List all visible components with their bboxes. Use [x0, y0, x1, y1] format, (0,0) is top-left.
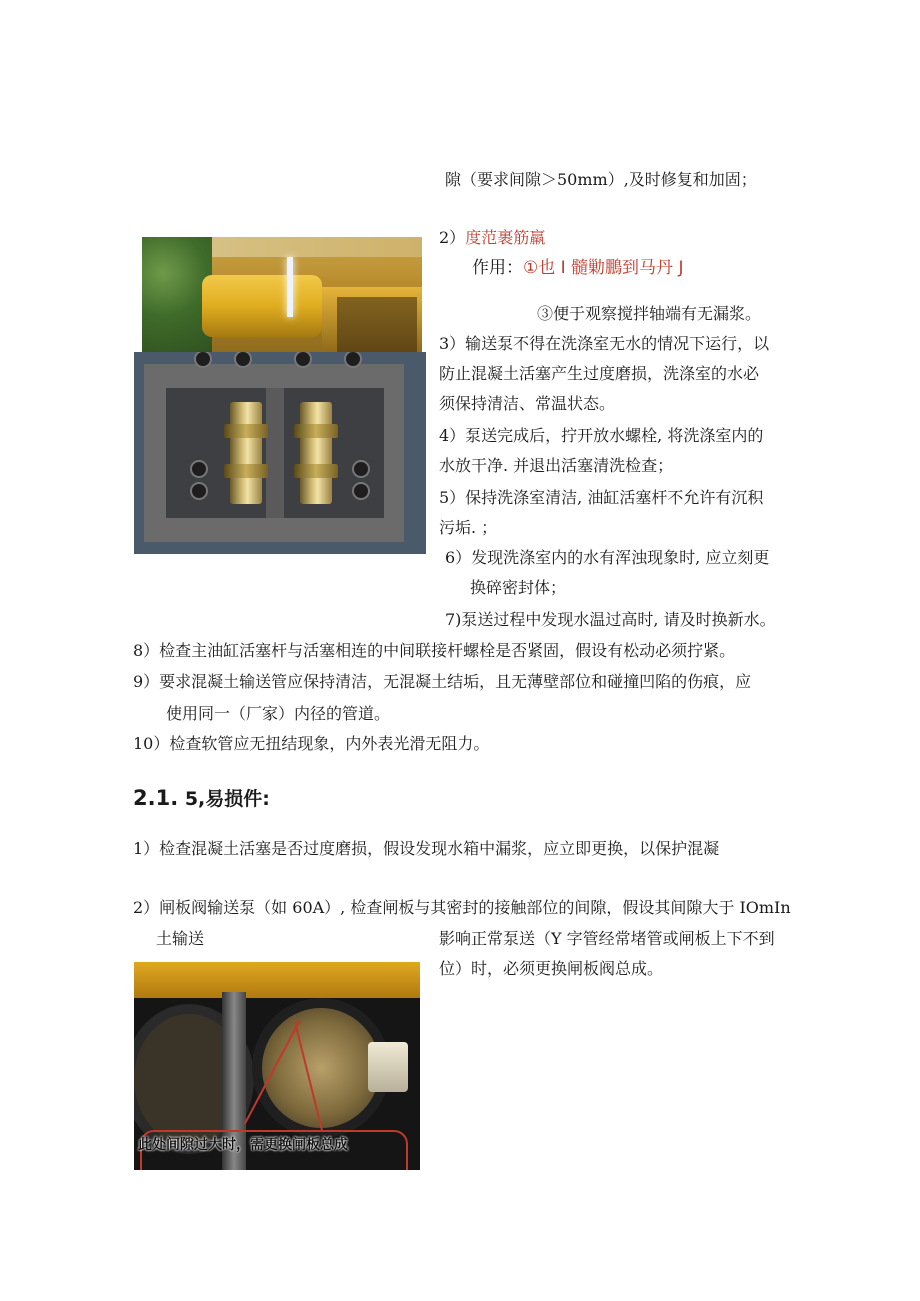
- item-2: [439, 227, 545, 249]
- item-9-line-1: 9）要求混凝土输送管应保持清洁，无混凝土结垢，且无薄壁部位和碰撞凹陷的伤痕，应: [133, 672, 752, 691]
- item-5-line-1: 5）保持洗涤室清洁, 油缸活塞杆不允许有沉积: [439, 488, 764, 507]
- wear-item-2-line-2: 影响正常泵送（Y 字管经常堵管或闸板上下不到: [439, 929, 775, 948]
- item-2-function: [472, 257, 683, 279]
- item-6-line-1: 6）发现洗涤室内的水有浑浊现象时, 应立刻更: [445, 548, 770, 567]
- item-2-title: 度范裹筋羸: [465, 228, 546, 247]
- wash-chamber-photo: [134, 352, 426, 554]
- item-6-line-2: 换碎密封体；: [470, 578, 567, 597]
- wear-item-2-line-3: 位）时，必须更换闸板阀总成。: [439, 959, 664, 978]
- section-heading: [133, 787, 270, 810]
- item-2-label: 2）: [439, 228, 466, 247]
- item-4-line-2: 水放干净. 并退出活塞清洗检查；: [439, 456, 674, 475]
- function-prefix: 作用：: [472, 258, 523, 278]
- section-number: 2.1.: [133, 786, 179, 810]
- wear-item-1: 1）检查混凝土活塞是否过度磨损，假设发现水箱中漏浆，应立即更换，以保护混凝: [133, 839, 720, 858]
- gap-requirement-line: 隙（要求间隙＞50mm）,及时修复和加固；: [445, 170, 757, 189]
- item-5-line-2: 污垢. ；: [439, 518, 498, 537]
- gate-valve-photo: [134, 962, 420, 1170]
- item-3-line-2: 防止混凝土活塞产生过度磨损，洗涤室的水必: [439, 364, 760, 383]
- wear-item-2-left: 土输送: [156, 929, 205, 948]
- function-text: ①也 I 髓勦鵬到马丹 J: [523, 258, 684, 278]
- item-10: 10）检查软管应无扭结现象，内外表光滑无阻力。: [133, 734, 490, 753]
- item-3-line-3: 须保持清洁、常温状态。: [439, 394, 616, 413]
- hydraulic-cylinder-photo: [142, 237, 422, 357]
- section-title: 5,易损件:: [184, 788, 270, 810]
- item-7: 7)泵送过程中发现水温过高时, 请及时换新水。: [445, 610, 776, 629]
- item-3-line-1: 3）输送泵不得在洗涤室无水的情况下运行，以: [439, 334, 770, 353]
- gate-valve-caption: 此处间隙过大时，需更换闸板总成: [138, 1137, 348, 1153]
- item-9-line-2: 使用同一（厂家）内径的管道。: [166, 704, 391, 723]
- item-8: 8）检查主油缸活塞杆与活塞相连的中间联接杆螺栓是否紧固，假设有松动必须拧紧。: [133, 641, 736, 660]
- item-2-point-3: ③便于观察搅拌轴端有无漏浆。: [537, 304, 762, 323]
- wear-item-2-line-1: 2）闸板阀输送泵（如 60A）, 检查闸板与其密封的接触部位的间隙，假设其间隙大于 IOmIn: [133, 898, 791, 917]
- item-4-line-1: 4）泵送完成后，拧开放水螺栓, 将洗涤室内的: [439, 426, 764, 445]
